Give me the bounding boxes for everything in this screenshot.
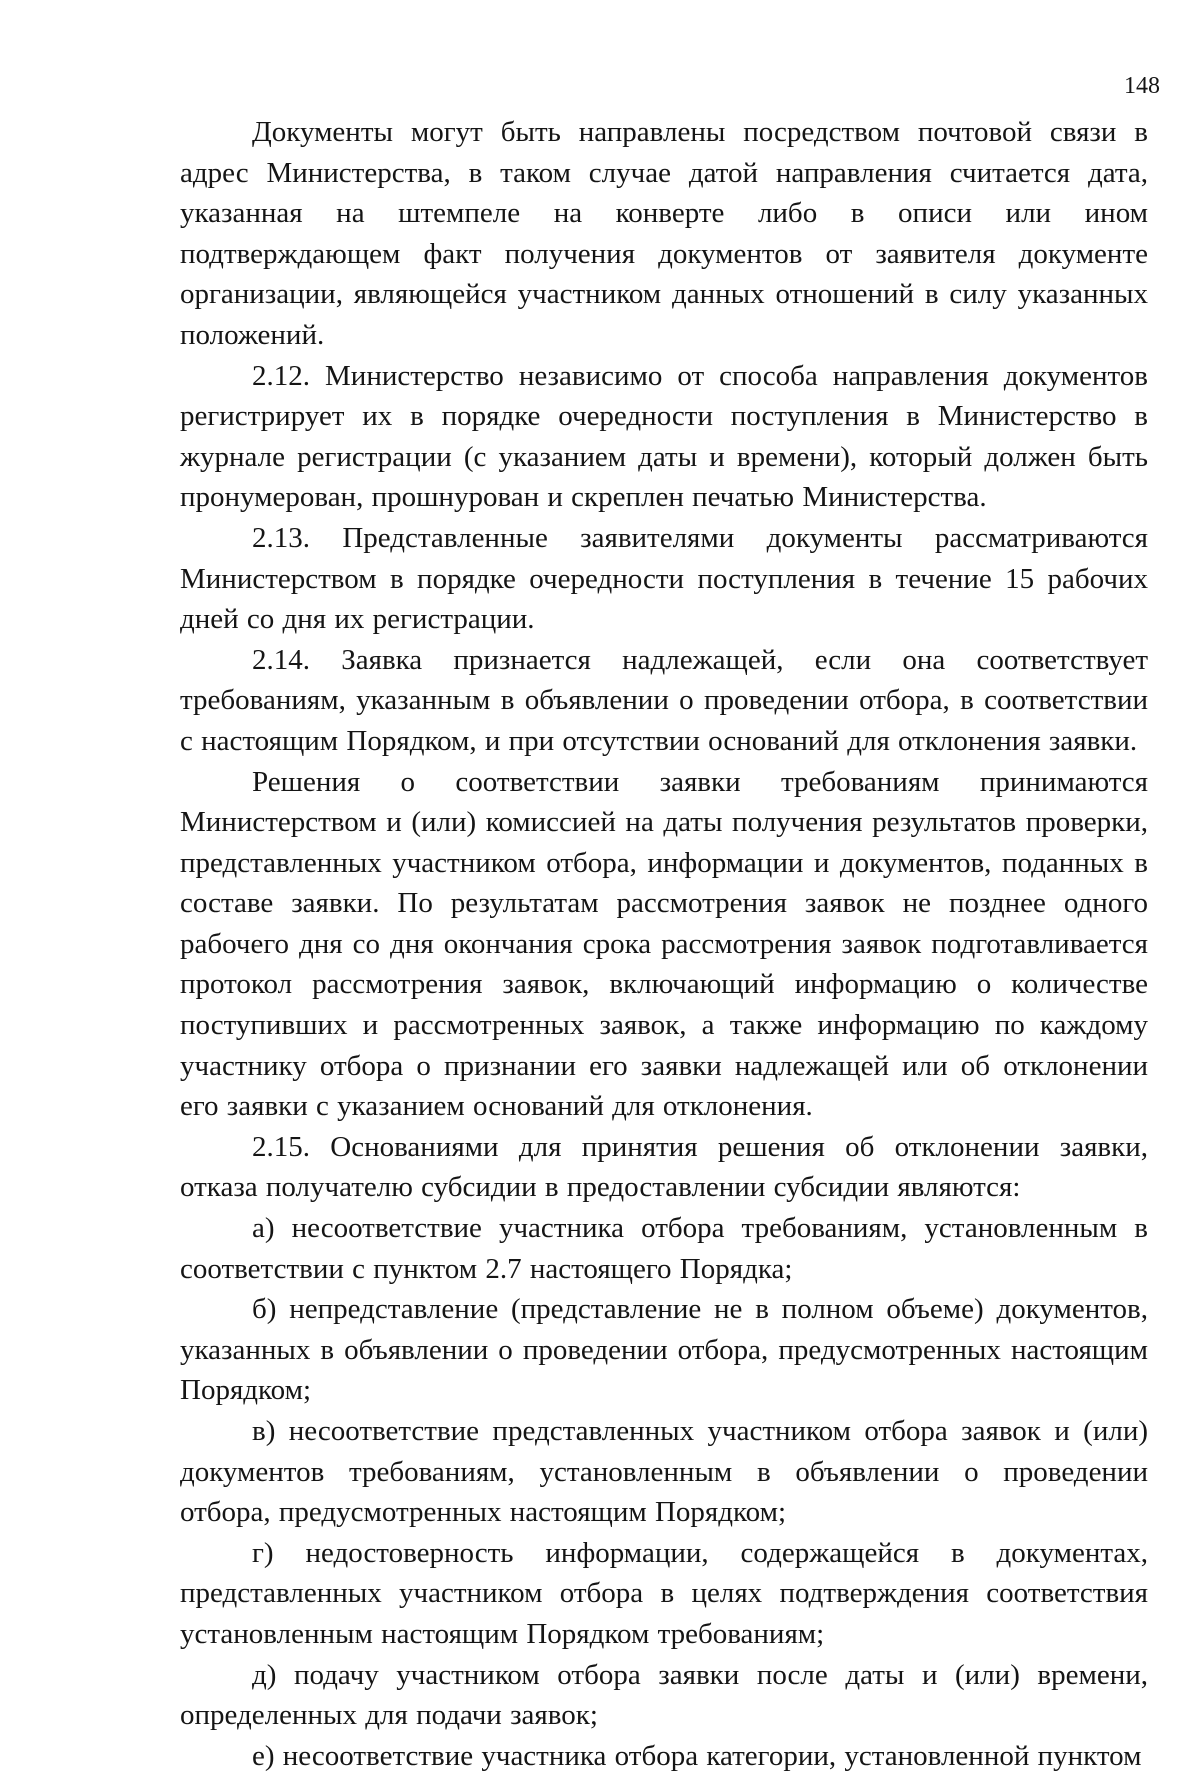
list-item-a: а) несоответствие участника отбора требованиям, установленным в соответствии с пунктом 2.7 настоящего Порядка;	[180, 1212, 1148, 1285]
paragraph-2-12: 2.12. Министерство независимо от способа направления документов регистрирует их в порядке очередности поступления в Министерство в журнале регистрации (с указанием даты и времени), который должен быть пронумерован, прошнурован и скреплен печатью Министерства.	[180, 359, 1148, 514]
paragraph-decisions: Решения о соответствии заявки требованиям принимаются Министерством и (или) комиссией на даты получения результатов проверки, представленных участником отбора, информации и документов, поданных в составе заявки. По результатам рассмотрения заявок не позднее одного рабочего дня со дня окончания срока рассмотрения заявок подготавливается протокол рассмотрения заявок, включающий информацию о количестве поступивших и рассмотренных заявок, а также информацию по каждому участнику отбора о признании его заявки надлежащей или об отклонении его заявки с указанием оснований для отклонения.	[180, 765, 1148, 1123]
paragraph-2-15: 2.15. Основаниями для принятия решения об отклонении заявки, отказа получателю субсидии в предоставлении субсидии являются:	[180, 1130, 1148, 1204]
paragraph-documents-mail: Документы могут быть направлены посредством почтовой связи в адрес Министерства, в таком случае датой направления считается дата, указанная на штемпеле на конверте либо в описи или ином подтверждающем факт получения документов от заявителя документе организации, являющейся участником данных отношений в силу указанных положений.	[180, 116, 1148, 351]
list-item-b: б) непредставление (представление не в полном объеме) документов, указанных в объявлении о проведении отбора, предусмотренных настоящим Порядком;	[180, 1293, 1148, 1407]
list-item-e: е) несоответствие участника отбора категории, установленной пунктом	[252, 1739, 1142, 1772]
list-item-v: в) несоответствие представленных участником отбора заявок и (или) документов требованиям, установленным в объявлении о проведении отбора, предусмотренных настоящим Порядком;	[180, 1415, 1148, 1529]
page-number: 148	[1124, 73, 1160, 99]
list-item-d: д) подачу участником отбора заявки после даты и (или) времени, определенных для подачи заявок;	[180, 1658, 1148, 1732]
paragraph-2-14: 2.14. Заявка признается надлежащей, если она соответствует требованиям, указанным в объявлении о проведении отбора, в соответствии с настоящим Порядком, и при отсутствии оснований для отклонения заявки.	[180, 643, 1148, 757]
list-item-g: г) недостоверность информации, содержащейся в документах, представленных участником отбора в целях подтверждения соответствия установленным настоящим Порядком требованиям;	[180, 1536, 1148, 1650]
document-body	[180, 112, 1148, 1776]
paragraph-2-13: 2.13. Представленные заявителями документы рассматриваются Министерством в порядке очередности поступления в течение 15 рабочих дней со дня их регистрации.	[180, 521, 1148, 636]
